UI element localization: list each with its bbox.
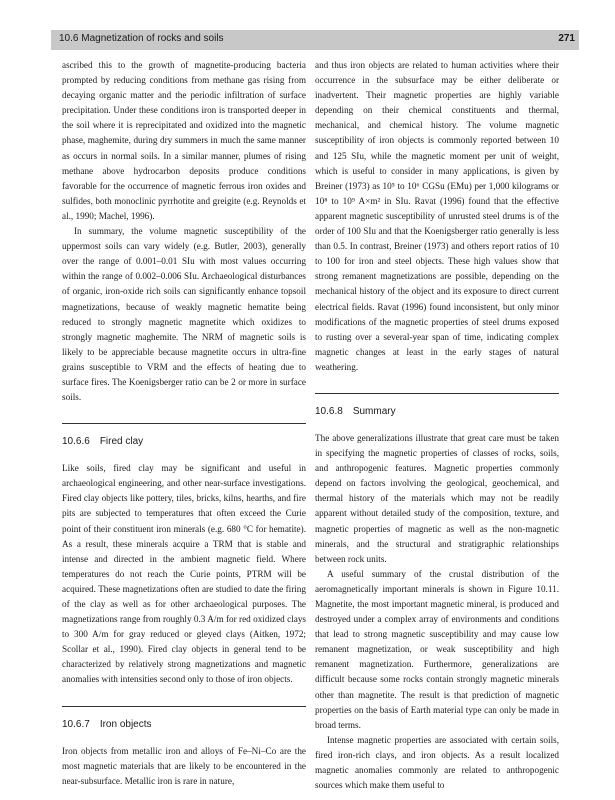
paragraph: Like soils, fired clay may be significant and useful in archaeological engineering, and other near-surface investigations. Fired clay objects like pottery, tiles, bricks, kilns, hearths, and fire pits are subjected to temperatures that often exceed the Curie point of their constituent iron minerals (e.g. 680 °C for hematite). As a result, these minerals acquire a TRM that is stable and intense and directed in the ambient magnetic field. Where temperatures do not reach the Curie points, PTRM will be acquired. These magnetizations often are studied to date the firing of the clay as well as for other archaeological purposes. The magnetizations range from roughly 0.3 A/m for red oxidized clays to 300 A/m for gray reduced or gleyed clays (Aitken, 1972; Scollar et al., 1990). Fired clay objects in general tend to be characterized by relatively strong magnetizations and magnetic anomalies with intensities second only to those of iron objects. [62,463,306,685]
section-rule [315,393,559,394]
header-section-title: 10.6 Magnetization of rocks and soils [59,33,224,44]
paragraph: The above generalizations illustrate that great care must be taken in specifying the magnetic properties of classes of rocks, soils, and anthropogenic features. Magnetic properties commonly depend on factors involving the geological, geochemical, and thermal history of the materials which may not be readily apparent without detailed study of the composition, texture, and magnetic properties of magnetic as well as the non-magnetic minerals, and the structural and stratigraphic relationships between rock units. [315,432,559,564]
section-rule [62,706,306,707]
section-number: 10.6.6 [62,436,90,448]
paragraph: and thus iron objects are related to human activities where their occurrence in the subsurface may be either deliberate or inadvertent. Their magnetic properties are highly variable depending on their chemical constituents and thermal, mechanical, and chemical history. The volume magnetic susceptibility of iron objects is commonly reported between 10 and 125 SIu, while the magnetic moment per unit of weight, which is useful to consider in many applications, is given by Breiner (1973) as 10⁵ to 10⁶ CGSu (EMu) per 1,000 kilograms or 10⁸ to 10⁹ A×m² in SIu. Ravat (1996) found that the effective apparent magnetic susceptibility of unrusted steel drums is of the order of 100 SIu and that the Koenigsberger ratio generally is less than 0.5. In contrast, Breiner (1973) and others report ratios of 10 to 100 for iron and steel objects. These high values show that strong remanent magnetizations are possible, depending on the mechanical history of the object and its exposure to direct current electrical fields. Ravat (1996) found inconsistent, but only minor modifications of the magnetic properties of steel drums exposed to rusting over a several-year span of time, indicating complex magnetic changes at least in the early stages of natural weathering. [315,60,559,372]
left-column [62,58,306,789]
section-rule [62,423,306,424]
section-heading-fired-clay [62,405,306,461]
paragraph: ascribed this to the growth of magnetite-producing bacteria prompted by reducing conditions from methane gas rising from decaying organic matter and the periodic infiltration of surface precipitation. Under these conditions iron is transported deeper in the soil where it is reprecipitated and oxidized into the magnetic phase, maghemite, during dry summers in much the same manner as occurs in normal soils. In a similar manner, plumes of rising methane above hydrocarbon deposits produce conditions favorable for the occurrence of magnetic ferrous iron oxides and sulfides, both monoclinic pyrrhotite and greigite (e.g. Reynolds et al., 1990; Machel, 1996). [62,60,306,221]
section-title: Iron objects [99,718,152,730]
section-title: Summary [352,405,396,417]
paragraph: A useful summary of the crustal distribution of the aeromagnetically important minerals is shown in Figure 10.11. Magnetite, the most important magnetic mineral, is produced and destroyed under a complex array of environments and conditions that lead to strong magnetic susceptibility and may cause low remanent magnetization, or weak susceptibility and high remanent magnetization. Furthermore, generalizations are difficult because some rocks contain strongly magnetic minerals other than magnetite. The result is that prediction of magnetic properties on the basis of Earth material type can only be made in broad terms. [315,568,559,730]
section-number: 10.6.7 [62,718,90,730]
paragraph: Iron objects from metallic iron and alloys of Fe–Ni–Co are the most magnetic materials that are likely to be encountered in the near-subsurface. Metallic iron is rare in nature, [62,745,306,786]
paragraph: In summary, the volume magnetic susceptibility of the uppermost soils can vary widely (e.g. Butler, 2003), generally over the range of 0.001–0.01 SIu with most values occurring within the range of 0.002–0.006 SIu. Archaeological disturbances of organic, iron-oxide rich soils can significantly enhance topsoil magnetizations, because of weakly magnetic hematite being reduced to strongly magnetic magnetite which oxidizes to strongly magnetic maghemite. The NRM of magnetic soils is likely to be appreciable because magnetite occurs in ultra-fine grains susceptible to VRM and the effects of heating due to surface fires. The Koenigsberger ratio can be 2 or more in surface soils. [62,226,306,403]
paragraph: Intense magnetic properties are associated with certain soils, fired iron-rich clays, and iron objects. As a result localized magnetic anomalies commonly are related to anthropogenic sources which make them useful to [315,734,559,791]
section-heading-summary [315,375,559,431]
page-number: 271 [558,33,575,44]
section-title: Fired clay [99,436,144,448]
running-header [51,30,579,50]
section-heading-iron-objects [62,688,306,744]
section-number: 10.6.8 [315,405,343,417]
right-column [315,58,559,793]
